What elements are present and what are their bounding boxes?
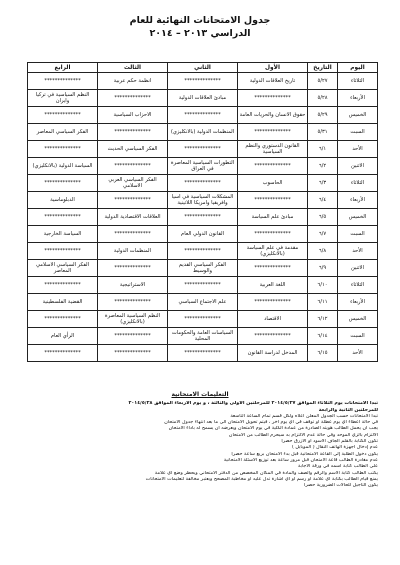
day-cell: السبت [338, 124, 378, 141]
subject-cell: ************** [28, 73, 98, 90]
day-cell: الثلاثاء [338, 175, 378, 192]
table-row [28, 328, 378, 345]
subject-cell: ************** [168, 175, 238, 192]
date-cell: ٥/٢٨ [308, 90, 338, 107]
table-row [28, 107, 378, 124]
instruction-line: يكتب الطالب كتابة الاسم والرقم والصف والمادة في المكان المخصص من الدفتر الامتحاني ويحظر وضع أي علامة [154, 470, 378, 476]
subject-cell: ************** [28, 277, 98, 294]
table-row [28, 277, 378, 294]
subject-cell: ************** [238, 90, 308, 107]
subject-cell: ************** [28, 243, 98, 260]
subject-cell: الاستراتيجية [98, 277, 168, 294]
instruction-line: تكون الكتابة بالقلم الجاف الاسود او الازرق حصراً [281, 439, 378, 445]
subject-cell: النظم السياسية في تركيا وايران [28, 90, 98, 107]
table-row [28, 243, 378, 260]
subject-cell: السياسة الدولية (بالانكليزي) [28, 158, 98, 175]
subject-cell: المنظمات الدولية (بالانكليزي) [168, 124, 238, 141]
header-stage-2: الثاني [168, 63, 238, 73]
date-cell: ٦/٣ [308, 175, 338, 192]
subject-cell: ************** [238, 260, 308, 277]
instructions-heading: التعليمات الامتحانية [171, 391, 229, 398]
header-day: اليوم [338, 63, 378, 73]
subject-cell: المشكلات السياسية في اسيا وافريقيا وامريكا اللاتينية [168, 192, 238, 209]
table-row [28, 192, 378, 209]
subject-cell: النظم السياسية المعاصرة (بالانكليزي) [98, 311, 168, 328]
date-cell: ٦/٥ [308, 209, 338, 226]
day-cell: الثلاثاء [338, 277, 378, 294]
day-cell: الخميس [338, 311, 378, 328]
subject-cell: القانون الدستوري والنظم السياسية [238, 141, 308, 158]
subject-cell: السياسة الخارجية [28, 226, 98, 243]
subject-cell: الفكر السياسي الاسلامي المعاصر [28, 260, 98, 277]
table-row [28, 73, 378, 90]
day-cell: الخميس [338, 209, 378, 226]
date-cell: ٥/٢٧ [308, 73, 338, 90]
table-row [28, 90, 378, 107]
subject-cell: ************** [238, 328, 308, 345]
subject-cell: السياسات العامة والحكومات المحلية [168, 328, 238, 345]
day-cell: الاثنين [338, 260, 378, 277]
table-row [28, 294, 378, 311]
subject-cell: ************** [98, 345, 168, 362]
subject-cell: ************** [98, 124, 168, 141]
subject-cell: ************** [28, 209, 98, 226]
subject-cell: مبادئ العلاقات الدولية [168, 90, 238, 107]
subject-cell: الفكر السياسي العربي الاسلامي [98, 175, 168, 192]
day-cell: الأحد [338, 243, 378, 260]
subject-cell: القانون الدولي العام [168, 226, 238, 243]
date-cell: ٦/١ [308, 141, 338, 158]
subject-cell: ************** [168, 345, 238, 362]
subject-cell: ************** [28, 107, 98, 124]
instruction-line: على الطالب كتابة اسمه في ورقة الاجابة [298, 464, 378, 470]
subject-cell: ************** [98, 158, 168, 175]
instruction-line: يكون دخول الطلبة إلى القاعة الامتحانية قبل بدء الامتحان بربع ساعة حصراً [231, 451, 378, 457]
day-cell: الأربعاء [338, 294, 378, 311]
subject-cell: ************** [28, 175, 98, 192]
instruction-line: للمرحلتين الثانية والرابعة [318, 407, 378, 413]
day-cell: الأربعاء [338, 90, 378, 107]
subject-cell: ************** [168, 209, 238, 226]
subject-cell: ************** [98, 226, 168, 243]
table-row [28, 260, 378, 277]
subject-cell: ************** [98, 260, 168, 277]
page-title [0, 14, 400, 40]
header-stage-4: الرابع [28, 63, 98, 73]
instruction-line: في حالة اعطاء أي يوم عطلة او توقف في اي يوم آخر ، فيتم تحويل الامتحان الى ما بعد انتهاء جدول الامتحان [164, 420, 378, 426]
instruction-line: تبدأ الامتحانات يوم الثلاثاء الموافق ٢٠١٤/٥/٢٧ للمرحلتين الاولى والثالثة ، و يوم الاربعاء الموافق ٢٠١٤/٥/٢٨ [128, 401, 378, 407]
subject-cell: ************** [98, 294, 168, 311]
day-cell: الاثنين [338, 158, 378, 175]
date-cell: ٦/١٤ [308, 328, 338, 345]
table-header-row [28, 63, 378, 73]
subject-cell: ************** [238, 226, 308, 243]
subject-cell: ************** [28, 141, 98, 158]
table-row [28, 175, 378, 192]
instruction-line: يمنع قيام الطالب بكتابة اي علامة او رسم او أي اشارة تدل عليه او مخاطبة المصحح ويعتبر مخالفة لتعليمات الامتحانات [145, 476, 378, 482]
subject-cell: ************** [168, 73, 238, 90]
subject-cell: تاريخ العلاقات الدولية [238, 73, 308, 90]
day-cell: السبت [338, 328, 378, 345]
header-stage-3: الثالث [98, 63, 168, 73]
subject-cell: الفكر السياسي المعاصر [28, 124, 98, 141]
subject-cell: الدبلوماسية [28, 192, 98, 209]
subject-cell: ************** [238, 124, 308, 141]
table-row [28, 209, 378, 226]
subject-cell: الحاسوب [238, 175, 308, 192]
subject-cell: ************** [28, 311, 98, 328]
exam-instructions [22, 392, 378, 489]
table-row [28, 345, 378, 362]
header-stage-1: الأول [238, 63, 308, 73]
day-cell: الأحد [338, 345, 378, 362]
title-line-2: الدراسي ٢٠١٣ – ٢٠١٤ [149, 28, 251, 39]
date-cell: ٦/٨ [308, 243, 338, 260]
table-row [28, 141, 378, 158]
date-cell: ٦/١٥ [308, 345, 338, 362]
subject-cell: ************** [238, 192, 308, 209]
date-cell: ٦/٢ [308, 158, 338, 175]
subject-cell: مبادئ علم السياسة [238, 209, 308, 226]
subject-cell: الفكر السياسي القديم والوسيط [168, 260, 238, 277]
subject-cell: ************** [238, 158, 308, 175]
subject-cell: علم الاجتماع السياسي [168, 294, 238, 311]
subject-cell: حقوق الانسان والحريات العامة [238, 107, 308, 124]
subject-cell: ************** [98, 90, 168, 107]
subject-cell: المنظمات الدولية [98, 243, 168, 260]
table-row [28, 124, 378, 141]
instruction-line: تبدأ الامتحانات حسب الجدول المعلن أعلاه ولكل قسم تمام الساعة التاسعة [230, 413, 378, 419]
subject-cell: الفكر السياسي الحديث [98, 141, 168, 158]
exam-schedule-table [27, 62, 378, 362]
date-cell: ٦/١٠ [308, 277, 338, 294]
table-row [28, 311, 378, 328]
date-cell: ٦/٧ [308, 226, 338, 243]
subject-cell: انظمة حكم عربية [98, 73, 168, 90]
subject-cell: ************** [168, 277, 238, 294]
subject-cell: الاقتصاد [238, 311, 308, 328]
subject-cell: ************** [168, 243, 238, 260]
header-date: التاريخ [308, 63, 338, 73]
instruction-line: عدم مغادرة الطالب قاعة الامتحان قبل مرور ساعة بعد توزيع الأسئلة الامتحانية [223, 457, 378, 463]
instruction-line: يكون التأجيل للحالات الضرورية حصراً [304, 483, 378, 489]
subject-cell: ************** [98, 192, 168, 209]
subject-cell: القضية الفلسطينية [28, 294, 98, 311]
subject-cell: ************** [168, 311, 238, 328]
date-cell: ٦/٩ [308, 260, 338, 277]
date-cell: ٥/٣١ [308, 124, 338, 141]
day-cell: الثلاثاء [338, 73, 378, 90]
subject-cell: المدخل لدراسة القانون [238, 345, 308, 362]
subject-cell: التطورات السياسية المعاصرة في العراق [168, 158, 238, 175]
day-cell: السبت [338, 226, 378, 243]
day-cell: الأربعاء [338, 192, 378, 209]
date-cell: ٥/٢٩ [308, 107, 338, 124]
subject-cell: العلاقات الاقتصادية الدولية [98, 209, 168, 226]
subject-cell: ************** [238, 294, 308, 311]
subject-cell: مقدمة في علم السياسة (بالانكليزي) [238, 243, 308, 260]
subject-cell: ************** [168, 141, 238, 158]
day-cell: الخميس [338, 107, 378, 124]
subject-cell: ************** [168, 107, 238, 124]
instruction-line: يجب ان يحمل الطالب هويته الصادرة من عمادة الكلية في يوم الامتحان ويعرضه ان يسمح له بأداء الامتحان [168, 426, 378, 432]
subject-cell: اللغة العربية [238, 277, 308, 294]
date-cell: ٦/٤ [308, 192, 338, 209]
date-cell: ٦/١١ [308, 294, 338, 311]
date-cell: ٦/١٢ [308, 311, 338, 328]
day-cell: الأحد [338, 141, 378, 158]
subject-cell: الرأي العام [28, 328, 98, 345]
subject-cell: ************** [98, 328, 168, 345]
instruction-line: عدم إدخال أجهزة الهاتف النقال ( الموبايل ) [291, 445, 378, 451]
instruction-line: الالتزام بالزي الموحد وفي حالة عدم الالتزام به سيحرم الطالب من الامتحان [228, 432, 378, 438]
title-line-1: جدول الامتحانات النهائية للعام [129, 15, 271, 26]
table-row [28, 226, 378, 243]
subject-cell: ************** [28, 345, 98, 362]
table-row [28, 158, 378, 175]
subject-cell: الاحزاب السياسية [98, 107, 168, 124]
